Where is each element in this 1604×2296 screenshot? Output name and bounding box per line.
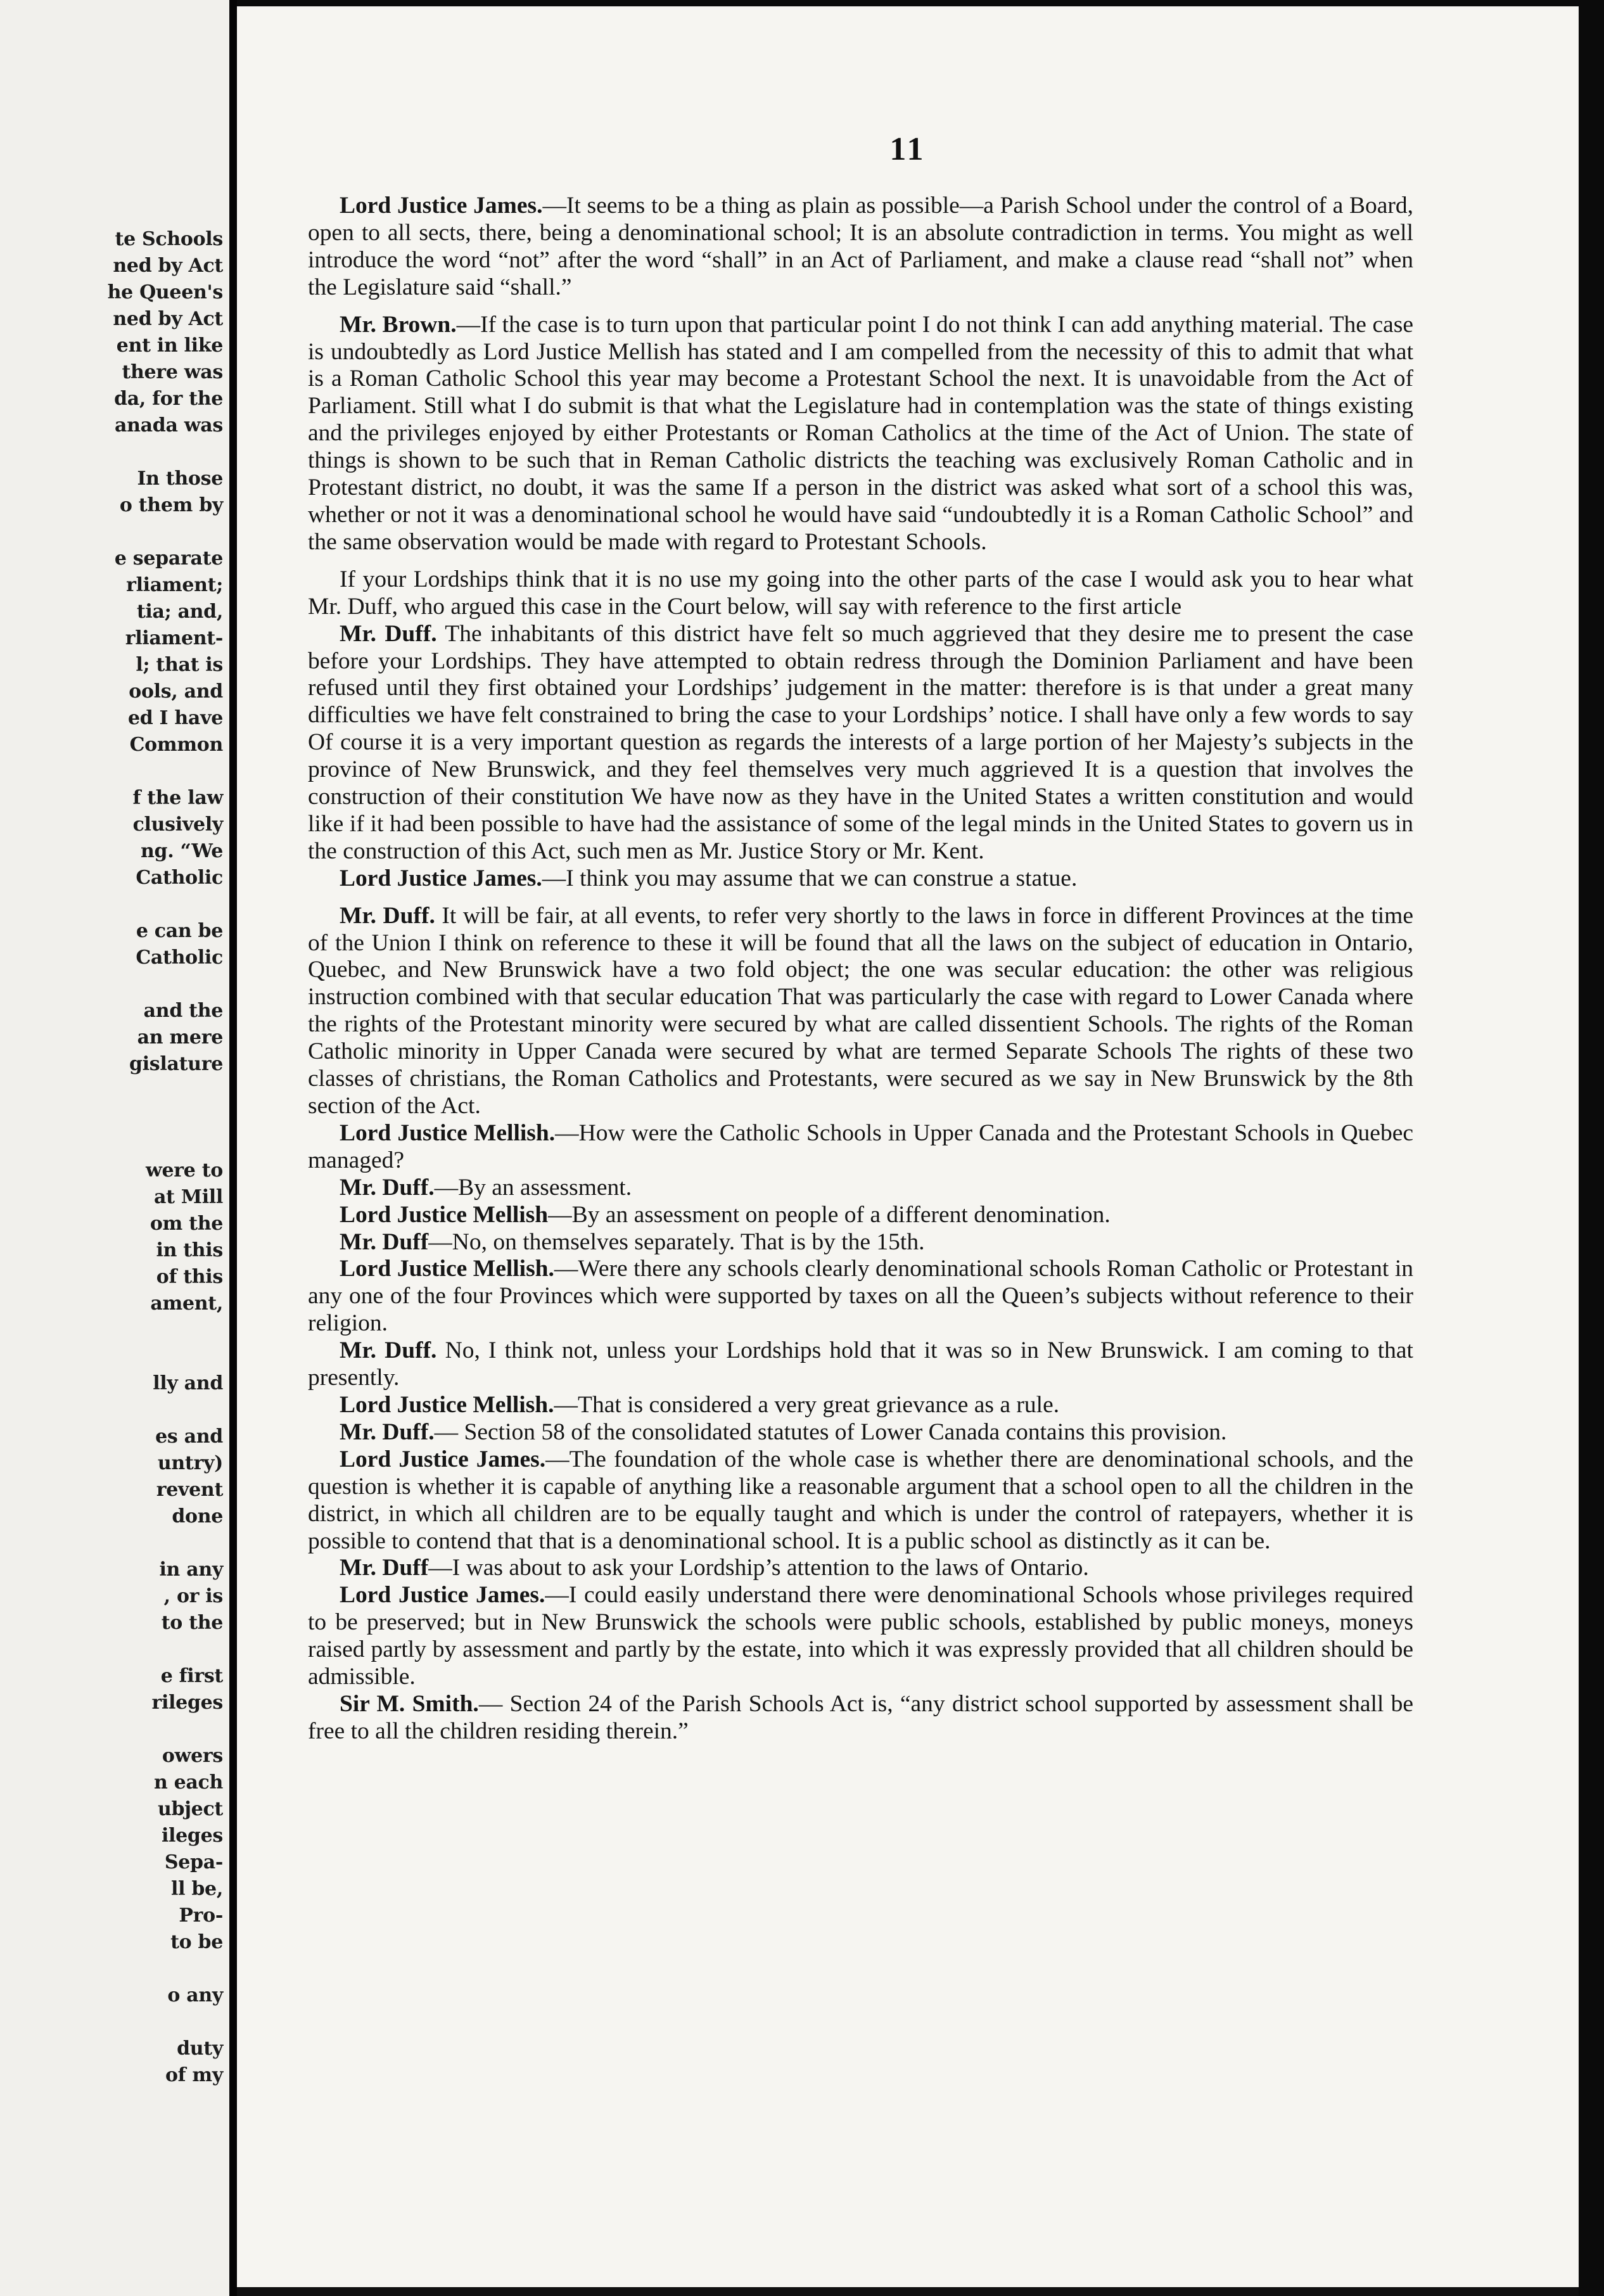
margin-fragment: and the — [143, 1000, 223, 1022]
speech-text: The inhabitants of this district have felt so much aggrieved that they desire me to present the case before your Lordships. They have attempted to obtain redress through the Dominion Parliament and have been refused until they first obtained your Lordships’ judgement in the matter: therefore is is that under a great many difficulties we have felt constrained to bring the case to your Lordships’ notice. I shall have only a few words to say Of course it is a very important question as regards the interests of a large portion of her Majesty’s subjects in the province of New Brunswick, and they feel themselves very much aggrieved It is a question that involves the construction of their constitution We have now as they have in the United States a written constitution and would like if it had been possible to have had the assistance of some of the legal minds in the United States to govern us in the construction of this Act, such men as Mr. Justice Story or Mr. Kent. — [308, 620, 1413, 864]
page-number: 11 — [889, 131, 926, 167]
speech-text: —I could easily understand there were denominational Schools whose privileges required to be preserved; but in New Brunswick the schools were public schools, established by public moneys, moneys raised partly by assessment and partly by the estate, into which it was expressly provided that all children should be admissible. — [308, 1582, 1413, 1690]
transcript-paragraph — [308, 865, 1413, 893]
transcript-paragraph — [308, 1120, 1413, 1175]
speech-text: —No, on themselves separately. That is by the 15th. — [428, 1228, 925, 1255]
transcript-paragraph — [308, 1337, 1413, 1392]
book-gutter — [229, 0, 237, 2296]
margin-fragment: to be — [170, 1931, 223, 1953]
margin-fragment: o any — [167, 1984, 223, 2006]
speech-text: No, I think not, unless your Lordships hold that it was so in New Brunswick. I am coming to that presently. — [308, 1337, 1413, 1391]
document-page — [237, 6, 1579, 2287]
speech-text: If your Lordships think that it is no use my going into the other parts of the case I would ask you to hear what Mr. Duff, who argued this case in the Court below, will say with reference to the first article — [308, 566, 1413, 620]
margin-fragment: ools, and — [129, 680, 223, 703]
margin-fragment: lly and — [153, 1372, 223, 1394]
speaker-name: Lord Justice Mellish — [340, 1201, 549, 1228]
margin-fragment: at Mill — [153, 1186, 223, 1208]
margin-fragment: Catholic — [136, 867, 223, 889]
speech-text: —If the case is to turn upon that particular point I do not think I can add anything material. The case is undoubtedly as Lord Justice Mellish has stated and I am compelled from the necessity of this to admit that what is a Roman Catholic School this year may become a Protestant School the next. It is unavoidable from the Act of Parliament. Still what I do submit is that what the Legislature had in contemplation was the state of things existing and the privileges enjoyed by either Protestants or Roman Catholics at the time of the Act of Union. The state of things is shown to be such that in Reman Catholic districts the teaching was exclusively Roman Catholic and in Protestant district, no doubt, it was the same If a person in the district was asked what sort of a school this was, whether or not it was a denominational school he would have said “undoubtedly it is a Roman Catholic School” and the same observation would be made with regard to Protestant Schools. — [308, 311, 1414, 555]
transcript-paragraph — [308, 566, 1413, 621]
margin-fragment: ll be, — [171, 1878, 223, 1900]
transcript-paragraph — [308, 1446, 1413, 1555]
margin-fragment: anada was — [114, 414, 223, 437]
margin-fragment: ed I have — [127, 707, 223, 729]
speech-text: —By an assessment. — [434, 1174, 632, 1201]
speech-text: — Section 24 of the Parish Schools Act is, “any district school supported by assessment shall be free to all the children residing therein.” — [308, 1690, 1413, 1744]
margin-fragment: ubject — [157, 1798, 223, 1820]
margin-fragment: duty — [177, 2038, 223, 2060]
margin-fragment: e separate — [114, 547, 223, 570]
margin-fragment: to the — [161, 1612, 223, 1634]
margin-fragment: owers — [162, 1745, 223, 1767]
margin-fragment: an mere — [137, 1026, 223, 1049]
margin-fragment: gislature — [129, 1053, 223, 1075]
margin-fragment: of my — [165, 2064, 223, 2086]
speaker-name: Mr. Duff — [340, 1555, 429, 1581]
transcript-paragraph — [308, 903, 1413, 1120]
speech-text: —It seems to be a thing as plain as possible—a Parish School under the control of a Board, open to all sects, there, being a denominational school; It is an absolute contradiction in terms. You might as well introduce the word “not” after the word “shall” in an Act of Parliament, and make a clause read “shall not” when the Legislature said “shall.” — [308, 193, 1413, 300]
transcript-paragraph — [308, 1256, 1413, 1337]
speech-text: —The foundation of the whole case is whether there are denominational schools, and the question is whether it is capable of anything like a reasonable argument that a school open to all the children in the district, in which all children are to be equally taught and which is under the control of ratepayers, whether it is possible to contend that that is a denominational school. It is a public school as distinctly as it can be. — [308, 1446, 1413, 1554]
transcript-paragraph — [308, 1691, 1413, 1745]
speaker-name: Mr. Duff. — [340, 1174, 435, 1201]
transcript-paragraph — [308, 193, 1413, 302]
speaker-name: Mr. Duff. — [340, 902, 435, 929]
margin-fragment: l; that is — [136, 654, 223, 676]
transcript-paragraph — [308, 1419, 1413, 1446]
margin-fragment: he Queen's — [107, 281, 223, 303]
margin-fragment: f the law — [132, 787, 223, 809]
margin-fragment: rliament- — [125, 627, 223, 649]
speech-text: It will be fair, at all events, to refer very shortly to the laws in force in different Provinces at the time of the Union I think on reference to these it will be found that all the laws on the subject of education in Ontario, Quebec, and New Brunswick have a two fold object; the one was secular education: the other was religious instruction combined with that secular education That was particularly the case with regard to Lower Canada where the rights of the Protestant minority were secured by what are called dissentient Schools. The rights of the Roman Catholic minority in Upper Canada were secured by what are termed Separate Schools The rights of these two classes of christians, the Roman Catholics and Protestants, were secured as we say in New Brunswick by the 8th section of the Act. — [308, 902, 1413, 1119]
speaker-name: Mr. Duff. — [340, 1419, 435, 1445]
speech-text: —Were there any schools clearly denominational schools Roman Catholic or Protestant in any one of the four Provinces which were supported by taxes on all the Queen’s subjects without reference to their religion. — [308, 1256, 1414, 1337]
speech-text: —By an assessment on people of a different denomination. — [548, 1201, 1111, 1228]
margin-fragment: Catholic — [136, 947, 223, 969]
speech-text: —I was about to ask your Lordship’s attention to the laws of Ontario. — [428, 1555, 1089, 1581]
margin-fragment: untry) — [157, 1452, 223, 1474]
margin-fragment: there was — [122, 361, 223, 383]
margin-fragment: rileges — [151, 1692, 223, 1714]
speech-text: —That is considered a very great grievance as a rule. — [554, 1391, 1060, 1418]
margin-fragment: in any — [159, 1559, 223, 1581]
margin-fragment: clusively — [132, 813, 223, 836]
speaker-name: Lord Justice James. — [340, 865, 542, 891]
margin-fragment: da, for the — [114, 388, 223, 410]
margin-fragment: e can be — [136, 920, 223, 942]
margin-fragment: ileges — [161, 1825, 223, 1847]
facing-page-fragment — [0, 0, 229, 2296]
speaker-name: Mr. Duff. — [340, 1337, 437, 1364]
speaker-name: Lord Justice James. — [340, 1446, 546, 1472]
speaker-name: Mr. Duff. — [340, 620, 437, 647]
speaker-name: Lord Justice James. — [340, 1582, 545, 1609]
transcript-paragraph — [308, 1202, 1413, 1229]
speech-text: — Section 58 of the consolidated statutes of Lower Canada contains this provision. — [434, 1419, 1227, 1445]
speaker-name: Sir M. Smith. — [340, 1690, 479, 1717]
transcript-paragraph — [308, 312, 1413, 556]
margin-fragment: in this — [156, 1239, 223, 1261]
margin-fragment: om the — [150, 1213, 223, 1235]
margin-fragment: te Schools — [115, 228, 223, 250]
speaker-name: Lord Justice James. — [340, 193, 543, 219]
transcript-paragraph — [308, 1392, 1413, 1419]
margin-fragment: Pro- — [179, 1904, 223, 1927]
margin-fragment: ned by Act — [113, 308, 223, 330]
margin-fragment: ned by Act — [113, 255, 223, 277]
speaker-name: Mr. Brown. — [340, 311, 457, 338]
transcript-paragraph — [308, 1582, 1413, 1691]
margin-fragment: done — [172, 1505, 223, 1527]
margin-fragment: e first — [160, 1665, 223, 1687]
margin-fragment: o them by — [119, 494, 223, 516]
transcript-paragraph — [308, 1555, 1413, 1582]
margin-fragment: es and — [155, 1425, 223, 1448]
speech-text: —I think you may assume that we can construe a statue. — [542, 865, 1078, 891]
speaker-name: Lord Justice Mellish. — [340, 1391, 554, 1418]
margin-fragment: of this — [156, 1266, 223, 1288]
transcript-body — [308, 193, 1413, 1745]
margin-fragment: were to — [145, 1159, 223, 1182]
transcript-paragraph — [308, 621, 1413, 865]
margin-fragment: In those — [137, 468, 223, 490]
margin-fragment: rliament; — [126, 574, 223, 596]
margin-fragment: , or is — [163, 1585, 223, 1607]
margin-fragment: tia; and, — [136, 601, 223, 623]
transcript-paragraph — [308, 1175, 1413, 1202]
margin-fragment: ng. “We — [141, 840, 223, 862]
speaker-name: Lord Justice Mellish. — [340, 1256, 554, 1282]
margin-fragment: ament, — [150, 1292, 223, 1315]
transcript-paragraph — [308, 1229, 1413, 1256]
speaker-name: Mr. Duff — [340, 1228, 429, 1255]
margin-fragment: revent — [156, 1479, 223, 1501]
margin-fragment: ent in like — [116, 335, 223, 357]
margin-fragment: Sepa- — [164, 1851, 223, 1873]
page-bottom-shadow — [237, 2287, 1579, 2296]
speech-text: —How were the Catholic Schools in Upper Canada and the Protestant Schools in Quebec managed? — [308, 1119, 1413, 1173]
margin-fragment: n each — [153, 1771, 223, 1794]
margin-fragment: Common — [129, 734, 223, 756]
speaker-name: Lord Justice Mellish. — [340, 1119, 556, 1146]
